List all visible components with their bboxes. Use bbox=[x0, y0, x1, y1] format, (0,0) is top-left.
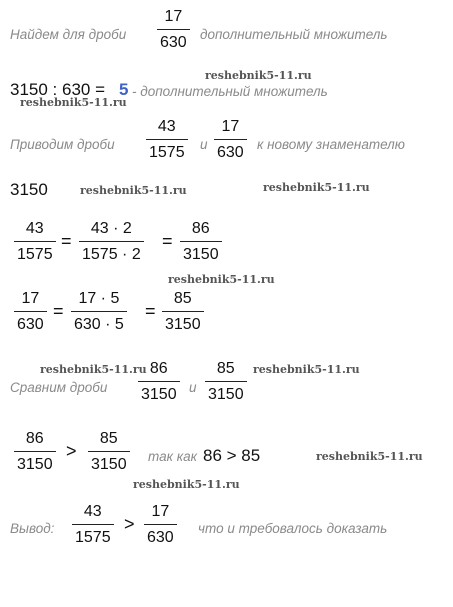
equals-sign: = bbox=[61, 231, 72, 251]
fraction-17-630: 17 630 bbox=[214, 118, 247, 162]
compare-fraction-2: 85 3150 bbox=[205, 360, 247, 404]
eq1-fraction-middle: 43 · 2 1575 · 2 bbox=[79, 220, 144, 264]
equals-sign: = bbox=[162, 231, 173, 251]
because-expression: 86 > 85 bbox=[203, 446, 261, 465]
greater-than-sign: > bbox=[124, 514, 135, 534]
eq1-fraction-left: 43 1575 bbox=[14, 220, 56, 264]
reduce-text: Приводим дроби bbox=[10, 137, 115, 152]
equals-sign: = bbox=[145, 301, 156, 321]
multiplier-text: - дополнительный множитель bbox=[132, 84, 328, 99]
result-fraction-2: 85 3150 bbox=[88, 430, 130, 474]
conjunction: и bbox=[189, 380, 197, 395]
eq1-fraction-right: 86 3150 bbox=[180, 220, 222, 264]
result-fraction-1: 86 3150 bbox=[14, 430, 56, 474]
eq2-fraction-right: 85 3150 bbox=[162, 290, 204, 334]
conclusion-fraction-1: 43 1575 bbox=[72, 503, 114, 547]
compare-text: Сравним дроби bbox=[10, 380, 108, 395]
common-denominator: 3150 bbox=[10, 180, 48, 199]
watermark: reshebnik5-11.ru bbox=[263, 181, 370, 194]
watermark: reshebnik5-11.ru bbox=[168, 273, 275, 286]
equals-sign: = bbox=[53, 301, 64, 321]
watermark: reshebnik5-11.ru bbox=[205, 69, 312, 82]
watermark: reshebnik5-11.ru bbox=[20, 96, 127, 109]
intro-text-after: дополнительный множитель bbox=[200, 27, 388, 42]
division-expression: 3150 : 630 = bbox=[10, 80, 106, 99]
because-text: так как bbox=[148, 449, 197, 464]
fraction-17-630: 17 630 bbox=[157, 8, 190, 52]
watermark: reshebnik5-11.ru bbox=[133, 478, 240, 491]
watermark: reshebnik5-11.ru bbox=[253, 363, 360, 376]
watermark: reshebnik5-11.ru bbox=[316, 450, 423, 463]
intro-text: Найдем для дроби bbox=[10, 27, 127, 42]
division-result: 5 bbox=[119, 80, 129, 99]
compare-fraction-1: 86 3150 bbox=[138, 360, 180, 404]
conjunction: и bbox=[200, 137, 208, 152]
conclusion-label: Вывод: bbox=[10, 521, 55, 536]
greater-than-sign: > bbox=[66, 441, 77, 461]
conclusion-fraction-2: 17 630 bbox=[144, 503, 177, 547]
reduce-text-after: к новому знаменателю bbox=[257, 137, 405, 152]
fraction-43-1575: 43 1575 bbox=[146, 118, 188, 162]
eq2-fraction-left: 17 630 bbox=[14, 290, 47, 334]
watermark: reshebnik5-11.ru bbox=[80, 184, 187, 197]
eq2-fraction-middle: 17 · 5 630 · 5 bbox=[71, 290, 127, 334]
watermark: reshebnik5-11.ru bbox=[40, 363, 147, 376]
conclusion-text: что и требовалось доказать bbox=[198, 521, 388, 536]
